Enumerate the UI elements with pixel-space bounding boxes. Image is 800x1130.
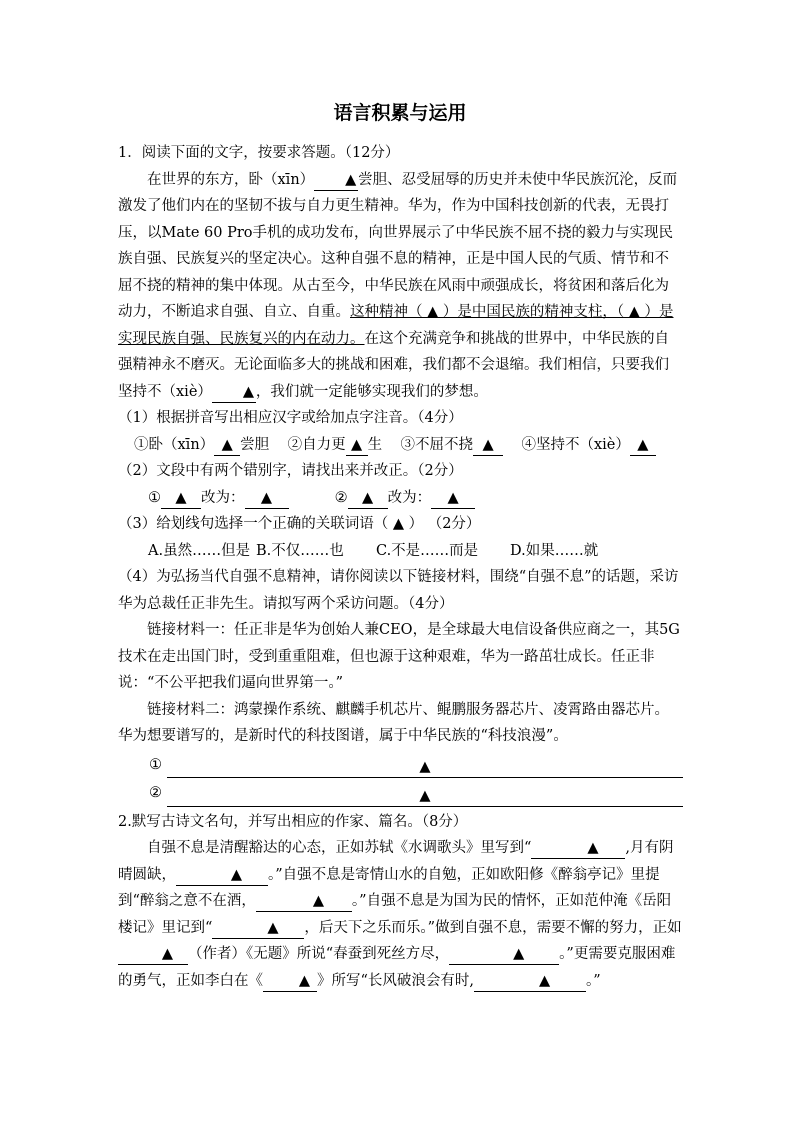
triangle-icon: ▲: [637, 436, 649, 453]
triangle-icon: ▲: [161, 946, 174, 962]
option-a[interactable]: A.虽然……但是: [148, 542, 251, 559]
sub3-stem: （3）给划线句选择一个正确的关联词语（ ▲ ） （2分）: [118, 516, 481, 532]
passage-text-b: 尝胆、忍受屈辱的历史并未使中华民族沉沦，反而激发了他们内在的坚韧不拔与自力更生精神。华为，作为中国科技创新的代表，无畏打压，以Mate 60 Pro手机的成功发布，向世界展示了中华民族不屈不挠的毅力与实现民族自强、民族复兴的坚定决心。这种自强不息的精神，正是中国人民的气质、情节和不屈不挠的精神的集中体现。从古至今，中华民族在风雨中顽强成长，将贫困和落后化为动力，不断追求自强、自立、自重。: [118, 171, 678, 320]
answer-blank[interactable]: [256, 891, 352, 912]
answer-blank[interactable]: [474, 971, 586, 992]
sub1-item-1: ①卧（xīn）: [134, 436, 215, 453]
q2-text-4: 。”自强不息是为国为民的情怀，正如范仲淹《岳阳楼记》里记到“: [118, 893, 672, 936]
triangle-icon: ▲: [362, 489, 374, 506]
page-title: 语言积累与运用: [333, 102, 467, 124]
underlined-sentence: 这种精神（ ▲ ）是中国民族的精神支柱，（ ▲ ）是实现民族自强、民族复兴的内在动力。: [118, 304, 674, 347]
sub1-item-3: ③不屈不挠: [400, 436, 474, 453]
passage-text-a: 在世界的东方，卧（xīn）: [147, 171, 315, 188]
answer-blank[interactable]: [176, 865, 268, 886]
q2-text-7: 。”更需要克服困难的勇气，正如李白在《: [118, 946, 676, 989]
triangle-icon: ▲: [230, 866, 243, 883]
triangle-icon: ▲: [221, 436, 233, 453]
answer-blank[interactable]: [346, 435, 368, 456]
material-2: 链接材料二：鸿蒙操作系统、麒麟手机芯片、鲲鹏服务器芯片、凌霄路由器芯片。华为想要谱写的，是新时代的科技图谱，属于中华民族的“科技浪漫”。: [118, 701, 669, 744]
answer-blank[interactable]: [212, 382, 256, 403]
answer-num-2: ②: [149, 785, 162, 801]
answer-blank[interactable]: [161, 488, 201, 509]
answer-blank[interactable]: [431, 488, 475, 509]
option-b[interactable]: B.不仅……也: [256, 542, 344, 559]
q2-text-2: ,月有阴晴圆缺，: [118, 840, 674, 883]
sub2-num-2: ②: [334, 489, 348, 506]
answer-blank[interactable]: [314, 170, 358, 191]
sub2-num-1: ①: [148, 489, 161, 506]
sub2-change-label: 改为：: [201, 489, 245, 506]
answer-blank[interactable]: [531, 838, 625, 859]
triangle-icon: ▲: [267, 919, 279, 936]
triangle-icon: ▲: [419, 759, 431, 775]
answer-blank[interactable]: [118, 944, 188, 965]
answer-input-1[interactable]: [167, 757, 683, 778]
triangle-icon: ▲: [345, 171, 357, 188]
sub1-item-2: ②自力更: [287, 436, 346, 453]
answer-blank[interactable]: [214, 435, 240, 456]
material-1: 链接材料一：任正非是华为创始人兼CEO，是全球最大电信设备供应商之一，其5G技术在走出国门时，受到重重阻难，但也源于这种艰难，华为一路茁壮成长。任正非说：“不公平把我们逼向世界第一。”: [118, 622, 680, 691]
q2-text-1: 自强不息是清醒豁达的心态，正如苏轼《水调歌头》里写到“: [147, 840, 532, 856]
sub3-options: [118, 538, 683, 565]
triangle-icon: ▲: [538, 972, 551, 989]
q2-text-5: ，后天下之乐而乐。”做到自强不息，需要不懈的努力，正如: [304, 919, 682, 936]
option-d[interactable]: D.如果……就: [510, 542, 599, 559]
option-c[interactable]: C.不是……而是: [376, 542, 479, 559]
q1-heading: 1．阅读下面的文字，按要求答题。（12分）: [118, 145, 400, 161]
triangle-icon: ▲: [298, 972, 311, 989]
triangle-icon: ▲: [482, 436, 494, 453]
triangle-icon: ▲: [419, 787, 431, 804]
sub1-items: [118, 432, 683, 459]
answer-line-1: [118, 752, 683, 779]
answer-blank[interactable]: [245, 488, 289, 509]
answer-blank[interactable]: [263, 971, 317, 992]
q2-text-8: 》所写“长风破浪会有时,: [317, 972, 475, 989]
triangle-icon: ▲: [260, 489, 273, 506]
q2-text-6: （作者）《无题》所说“春蚕到死丝方尽，: [188, 946, 450, 962]
answer-input-2[interactable]: [167, 786, 683, 807]
sub1-item-4: ④坚持不（xiè）: [521, 436, 630, 453]
sub1-item-2b: 生: [367, 436, 383, 453]
passage-text-d: 在这个充满竞争和挑战的世界中，中华民族的自强精神永不磨灭。无论面临多大的挑战和困难，我们都不会退缩。我们相信，只要我们坚持不（xiè）: [118, 330, 669, 400]
answer-line-2: [118, 780, 683, 807]
answer-blank[interactable]: [449, 944, 559, 965]
answer-num-1: ①: [149, 756, 162, 773]
passage-text-e: ，我们就一定能够实现我们的梦想。: [255, 383, 488, 400]
triangle-icon: ▲: [175, 489, 187, 506]
triangle-icon: ▲: [587, 840, 599, 856]
sub1-stem: （1）根据拼音写出相应汉字或给加点字注音。（4分）: [118, 410, 463, 426]
q2-passage: [118, 835, 683, 994]
q2-heading: 2.默写古诗文名句，并写出相应的作家、篇名。（8分）: [118, 813, 468, 830]
answer-blank[interactable]: [630, 435, 656, 456]
sub2-stem: （2）文段中有两个错别字，请找出来并改正。（2分）: [118, 463, 463, 479]
q2-text-9: 。”: [586, 972, 601, 989]
triangle-icon: ▲: [351, 436, 363, 453]
triangle-icon: ▲: [312, 893, 324, 909]
answer-blank[interactable]: [473, 435, 503, 456]
answer-blank[interactable]: [212, 918, 304, 939]
triangle-icon: ▲: [242, 383, 254, 400]
sub2-change-label: 改为：: [387, 489, 432, 506]
triangle-icon: ▲: [447, 489, 459, 506]
answer-blank[interactable]: [348, 488, 388, 509]
triangle-icon: ▲: [513, 946, 525, 962]
content: [118, 140, 683, 994]
sub1-item-1b: 尝胆: [240, 436, 270, 453]
sub2-items: [118, 485, 683, 512]
q2-text-3: 。”自强不息是寄情山水的自勉，正如欧阳修《醉翁亭记》里提到“醉翁之意不在酒，: [118, 866, 660, 909]
sub4-stem: （4）为弘扬当代自强不息精神，请你阅读以下链接材料，围绕“自强不息”的话题，采访华为总裁任正非先生。请拟写两个采访问题。（4分）: [118, 569, 679, 612]
q1-passage: [118, 167, 683, 406]
